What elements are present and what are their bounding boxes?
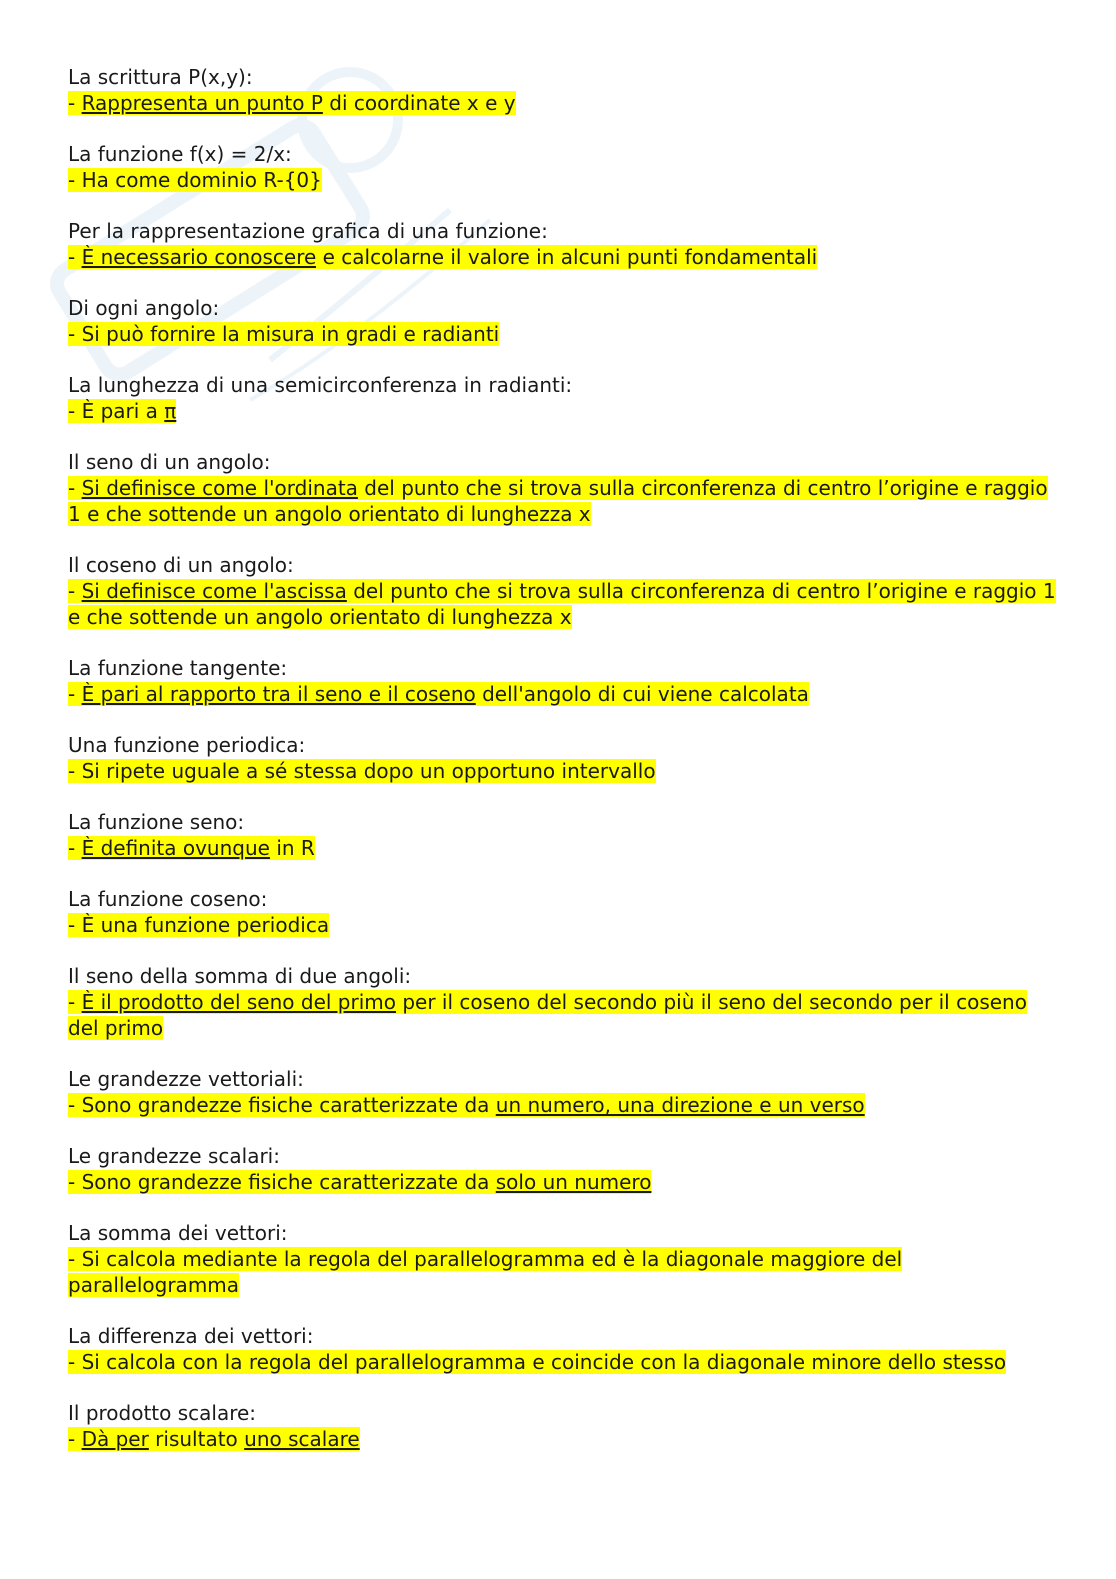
qa-item <box>68 732 1058 784</box>
answer-segment: dell'angolo di cui viene calcolata <box>475 682 809 706</box>
answer-segment: - <box>68 1427 82 1451</box>
answer-segment: - È pari a <box>68 399 165 423</box>
qa-item <box>68 1066 1058 1118</box>
answer-underlined-segment: È necessario conoscere <box>81 245 317 269</box>
document-body <box>68 64 1058 1477</box>
qa-item <box>68 1143 1058 1195</box>
answer-segment: risultato <box>148 1427 245 1451</box>
answer-text <box>68 244 1058 270</box>
answer-segment: - <box>68 682 82 706</box>
qa-item <box>68 1323 1058 1375</box>
qa-item <box>68 963 1058 1041</box>
question-text: Il seno di un angolo: <box>68 450 271 474</box>
question-text: Le grandezze vettoriali: <box>68 1067 304 1091</box>
question-text: Per la rappresentazione grafica di una funzione: <box>68 219 548 243</box>
question-text: La funzione seno: <box>68 810 245 834</box>
answer-text <box>68 1349 1058 1375</box>
answer-underlined-segment: π <box>164 399 177 423</box>
qa-item <box>68 218 1058 270</box>
answer-text <box>68 1169 1058 1195</box>
answer-segment: - È una funzione periodica <box>68 913 330 937</box>
answer-underlined-segment: un numero, una direzione e un verso <box>495 1093 865 1117</box>
answer-underlined-segment: Si definisce come l'ordinata <box>81 476 358 500</box>
question-text: La scrittura P(x,y): <box>68 65 253 89</box>
answer-text <box>68 912 1058 938</box>
question-text: La funzione coseno: <box>68 887 268 911</box>
answer-segment: per il coseno del secondo più il seno del secondo per il coseno del primo <box>68 990 1027 1040</box>
answer-underlined-segment: Dà per <box>81 1427 149 1451</box>
qa-item <box>68 449 1058 527</box>
question-text: La somma dei vettori: <box>68 1221 288 1245</box>
answer-segment: - Si può fornire la misura in gradi e radianti <box>68 322 500 346</box>
answer-segment: - <box>68 990 82 1014</box>
answer-segment: e calcolarne il valore in alcuni punti fondamentali <box>316 245 818 269</box>
qa-item <box>68 295 1058 347</box>
question-text: Il coseno di un angolo: <box>68 553 294 577</box>
answer-text <box>68 90 1058 116</box>
answer-segment: - Si ripete uguale a sé stessa dopo un opportuno intervallo <box>68 759 656 783</box>
qa-item <box>68 141 1058 193</box>
answer-text <box>68 1426 1058 1452</box>
answer-text <box>68 398 1058 424</box>
answer-segment: del punto che si trova sulla circonferenza di centro l’origine e raggio 1 e che sottende un angolo orientato di lunghezza x <box>68 476 1048 526</box>
answer-segment: - Sono grandezze fisiche caratterizzate da <box>68 1093 496 1117</box>
answer-text <box>68 475 1058 527</box>
qa-item <box>68 372 1058 424</box>
answer-underlined-segment: È il prodotto del seno del primo <box>81 990 396 1014</box>
answer-segment: del punto che si trova sulla circonferenza di centro l’origine e raggio 1 e che sottende un angolo orientato di lunghezza x <box>68 579 1056 629</box>
answer-underlined-segment: solo un numero <box>495 1170 652 1194</box>
qa-item <box>68 809 1058 861</box>
question-text: Una funzione periodica: <box>68 733 306 757</box>
answer-segment: - <box>68 245 82 269</box>
qa-item <box>68 64 1058 116</box>
answer-segment: - <box>68 476 82 500</box>
answer-underlined-segment: È pari al rapporto tra il seno e il coseno <box>81 682 476 706</box>
answer-segment: - Si calcola con la regola del parallelogramma e coincide con la diagonale minore dello stesso <box>68 1350 1007 1374</box>
qa-item <box>68 552 1058 630</box>
answer-text <box>68 681 1058 707</box>
answer-text <box>68 835 1058 861</box>
answer-underlined-segment: Si definisce come l'ascissa <box>81 579 347 603</box>
qa-item <box>68 886 1058 938</box>
answer-underlined-segment: È definita ovunque <box>81 836 270 860</box>
answer-underlined-segment: Rappresenta un punto P <box>81 91 323 115</box>
answer-underlined-segment: uno scalare <box>244 1427 360 1451</box>
answer-segment: - <box>68 579 82 603</box>
question-text: Il prodotto scalare: <box>68 1401 257 1425</box>
answer-text <box>68 1246 1058 1298</box>
question-text: La lunghezza di una semicirconferenza in radianti: <box>68 373 573 397</box>
answer-segment: in R <box>269 836 315 860</box>
answer-text <box>68 758 1058 784</box>
answer-text <box>68 578 1058 630</box>
answer-segment: - <box>68 91 82 115</box>
answer-segment: - Ha come dominio R-{0} <box>68 168 322 192</box>
answer-segment: di coordinate x e y <box>322 91 516 115</box>
answer-text <box>68 167 1058 193</box>
question-text: La funzione f(x) = 2/x: <box>68 142 292 166</box>
answer-text <box>68 321 1058 347</box>
qa-item <box>68 1220 1058 1298</box>
answer-text <box>68 989 1058 1041</box>
question-text: Il seno della somma di due angoli: <box>68 964 412 988</box>
answer-text <box>68 1092 1058 1118</box>
answer-segment: - <box>68 836 82 860</box>
qa-item <box>68 655 1058 707</box>
question-text: Le grandezze scalari: <box>68 1144 280 1168</box>
qa-item <box>68 1400 1058 1452</box>
question-text: La differenza dei vettori: <box>68 1324 314 1348</box>
question-text: La funzione tangente: <box>68 656 288 680</box>
answer-segment: - Si calcola mediante la regola del parallelogramma ed è la diagonale maggiore del parallelogramma <box>68 1247 903 1297</box>
question-text: Di ogni angolo: <box>68 296 220 320</box>
answer-segment: - Sono grandezze fisiche caratterizzate da <box>68 1170 496 1194</box>
